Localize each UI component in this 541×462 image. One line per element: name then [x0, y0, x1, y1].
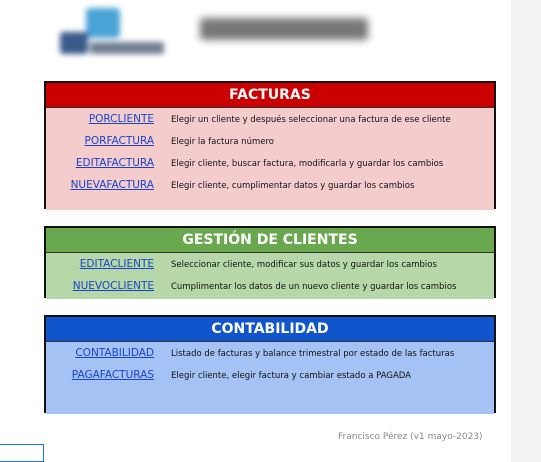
row-description: Elegir cliente, elegir factura y cambiar estado a PAGADA	[171, 371, 411, 381]
author-credit: Francisco Pérez (v1 mayo-2023)	[338, 432, 483, 442]
section-header: CONTABILIDAD	[46, 317, 494, 342]
menu-row	[46, 344, 494, 366]
row-description: Elegir un cliente y después seleccionar una factura de ese cliente	[171, 115, 451, 125]
editacliente-link[interactable]: EDITACLIENTE	[79, 258, 154, 270]
section-body	[46, 342, 494, 414]
side-panel	[511, 0, 541, 462]
nuevafactura-link[interactable]: NUEVAFACTURA	[70, 179, 154, 191]
row-description: Listado de facturas y balance trimestral por estado de las facturas	[171, 349, 455, 359]
menu-row	[46, 255, 494, 277]
menu-row	[46, 277, 494, 299]
porcliente-link[interactable]: PORCLIENTE	[88, 113, 154, 125]
row-description: Seleccionar cliente, modificar sus datos y guardar los cambios	[171, 260, 437, 270]
section-body	[46, 108, 494, 210]
facturas-section	[44, 81, 496, 209]
section-header: GESTIÓN DE CLIENTES	[46, 228, 494, 253]
pagafacturas-link[interactable]: PAGAFACTURAS	[71, 369, 154, 381]
nuevocliente-link[interactable]: NUEVOCLIENTE	[72, 280, 154, 292]
section-body	[46, 253, 494, 299]
contabilidad-link[interactable]: CONTABILIDAD	[75, 347, 154, 359]
row-description: Elegir cliente, cumplimentar datos y guardar los cambios	[171, 181, 415, 191]
row-description: Cumplimentar los datos de un nuevo cliente y guardar los cambios	[171, 282, 457, 292]
row-description: Elegir cliente, buscar factura, modificarla y guardar los cambios	[171, 159, 444, 169]
company-logo	[56, 6, 171, 58]
selected-cell[interactable]	[0, 444, 44, 462]
editafactura-link[interactable]: EDITAFACTURA	[75, 157, 154, 169]
clientes-section	[44, 226, 496, 298]
menu-row	[46, 110, 494, 132]
blurred-company-name	[200, 18, 368, 40]
contabilidad-section	[44, 315, 496, 413]
section-header: FACTURAS	[46, 83, 494, 108]
menu-row	[46, 132, 494, 154]
menu-row	[46, 366, 494, 388]
menu-row	[46, 176, 494, 198]
porfactura-link[interactable]: PORFACTURA	[84, 135, 154, 147]
row-description: Elegir la factura número	[171, 137, 274, 147]
menu-row	[46, 154, 494, 176]
